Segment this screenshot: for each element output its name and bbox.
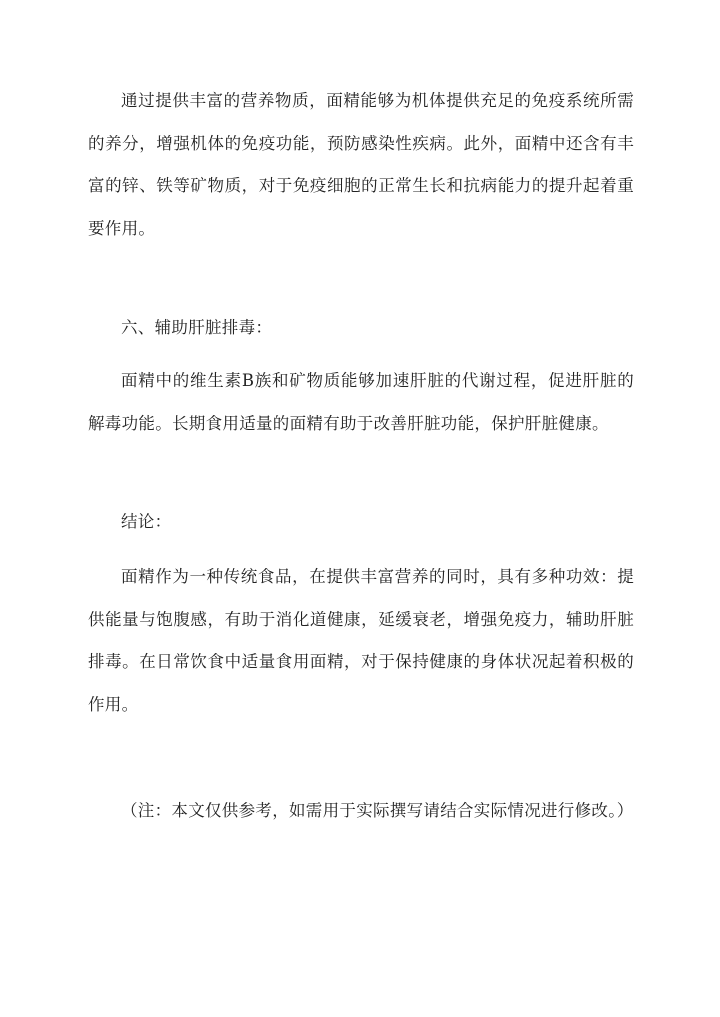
paragraph-conclusion: 面精作为一种传统食品，在提供丰富营养的同时，具有多种功效：提供能量与饱腹感，有助于消化道健康，延缓衰老，增强免疫力，辅助肝脏排毒。在日常饮食中适量食用面精，对于保持健康的身体状况起着积极的作用。: [88, 567, 634, 714]
footnote: （注：本文仅供参考，如需用于实际撰写请结合实际情况进行修改。）: [121, 801, 634, 820]
section-heading-conclusion: 结论：: [121, 512, 172, 531]
section-heading-liver: 六、辅助肝脏排毒：: [121, 318, 273, 337]
paragraph-immunity: 通过提供丰富的营养物质，面精能够为机体提供充足的免疫系统所需的养分，增强机体的免疫功能，预防感染性疾病。此外，面精中还含有丰富的锌、铁等矿物质，对于免疫细胞的正常生长和抗病能力的提升起着重要作用。: [88, 91, 634, 238]
paragraph-liver: 面精中的维生素B族和矿物质能够加速肝脏的代谢过程，促进肝脏的解毒功能。长期食用适量的面精有助于改善肝脏功能，保护肝脏健康。: [88, 371, 634, 433]
